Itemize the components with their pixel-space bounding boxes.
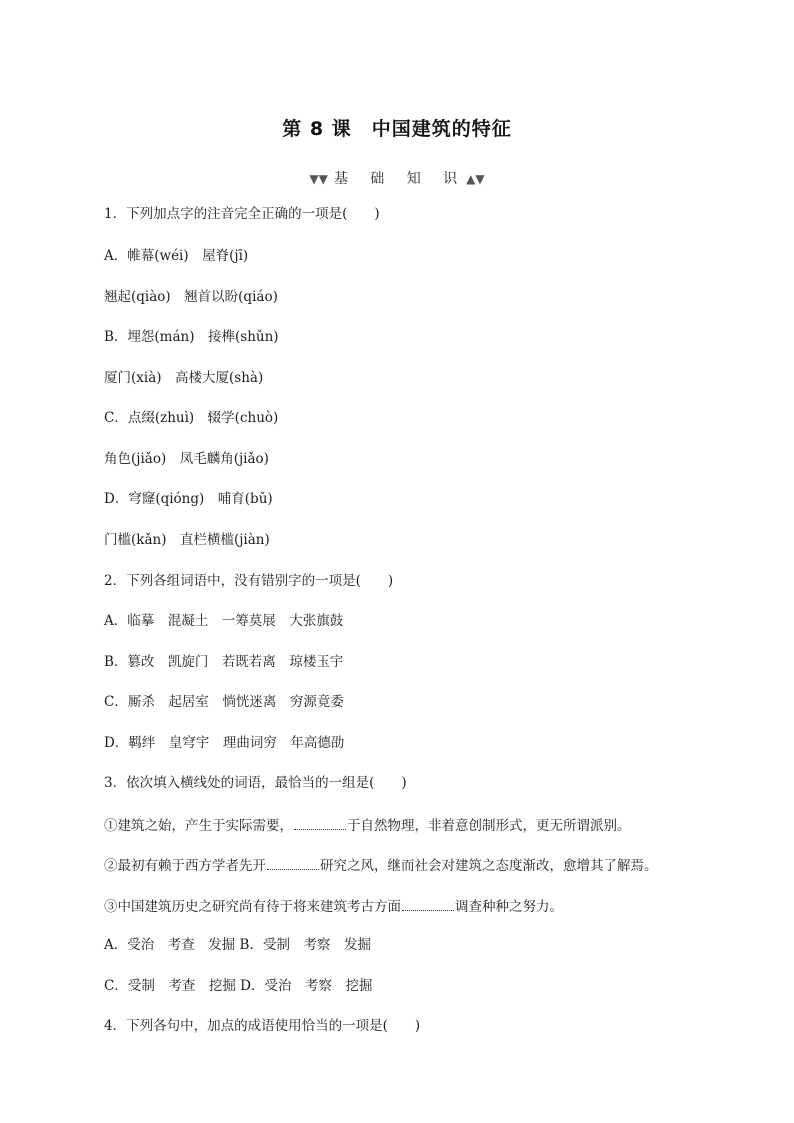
question-3-options-ab: A．受治 考查 发掘 B．受制 考察 发掘: [104, 937, 371, 953]
fill-sentence-1-after: 于自然物理，非着意创制形式，更无所谓派别。: [347, 818, 631, 834]
fill-sentence-3-before: ③中国建筑历史之研究尚有待于将来建筑考古方面: [104, 899, 401, 915]
fill-sentence-1-before: ①建筑之始，产生于实际需要，: [104, 818, 293, 834]
question-2-option-b: B．篡改 凯旋门 若既若离 琼楼玉宇: [104, 654, 344, 670]
question-1-option-d: D．穹窿(qióng) 哺育(bǔ): [104, 491, 273, 507]
question-4-stem: 4．下列各句中，加点的成语使用恰当的一项是( ): [104, 1018, 421, 1034]
fill-sentence-2-before: ②最初有赖于西方学者先开: [104, 858, 266, 874]
question-1-option-c-cont: 角色(jiǎo) 凤毛麟角(jiǎo): [104, 451, 269, 467]
question-1-option-c: C．点缀(zhuì) 辍学(chuò): [104, 410, 279, 426]
question-1-option-a-cont: 翘起(qiào) 翘首以盼(qiáo): [104, 289, 278, 305]
fill-sentence-2: [104, 855, 658, 875]
fill-sentence-1: [104, 815, 631, 835]
question-2-option-d: D．羁绊 皇穹宇 理曲词穷 年高德劭: [104, 735, 345, 751]
question-2-stem: 2．下列各组词语中，没有错别字的一项是( ): [104, 573, 394, 589]
question-1-option-b: B．埋怨(mán) 接榫(shǔn): [104, 329, 279, 345]
fill-sentence-3: [104, 896, 563, 916]
fill-blank-3: [402, 896, 454, 911]
question-3-options-cd: C．受制 考查 挖掘 D．受治 考察 挖掘: [104, 978, 373, 994]
question-2-option-a: A．临摹 混凝土 一筹莫展 大张旗鼓: [104, 613, 344, 629]
section-label: 基 础 知 识: [333, 171, 467, 187]
section-left-marks: ▼▼: [309, 172, 328, 186]
question-1-option-d-cont: 门槛(kǎn) 直栏横槛(jiàn): [104, 532, 270, 548]
question-1-option-b-cont: 厦门(xià) 高楼大厦(shà): [104, 370, 264, 386]
section-right-marks: ▲▼: [466, 172, 485, 186]
page-title: 第 8 课 中国建筑的特征: [282, 118, 512, 140]
fill-sentence-3-after: 调查种种之努力。: [455, 899, 563, 915]
question-1-stem: 1．下列加点字的注音完全正确的一项是( ): [104, 206, 380, 222]
fill-blank-1: [294, 815, 346, 830]
question-2-option-c: C．厮杀 起居室 惝恍迷离 穷源竟委: [104, 694, 344, 710]
question-3-stem: 3．依次填入横线处的词语，最恰当的一组是( ): [104, 775, 407, 791]
fill-sentence-2-after: 研究之风，继而社会对建筑之态度渐改，愈增其了解焉。: [320, 858, 658, 874]
question-1-option-a: A．帷幕(wéi) 屋脊(jī): [104, 248, 249, 264]
section-header: [0, 168, 794, 188]
fill-blank-2: [267, 855, 319, 870]
